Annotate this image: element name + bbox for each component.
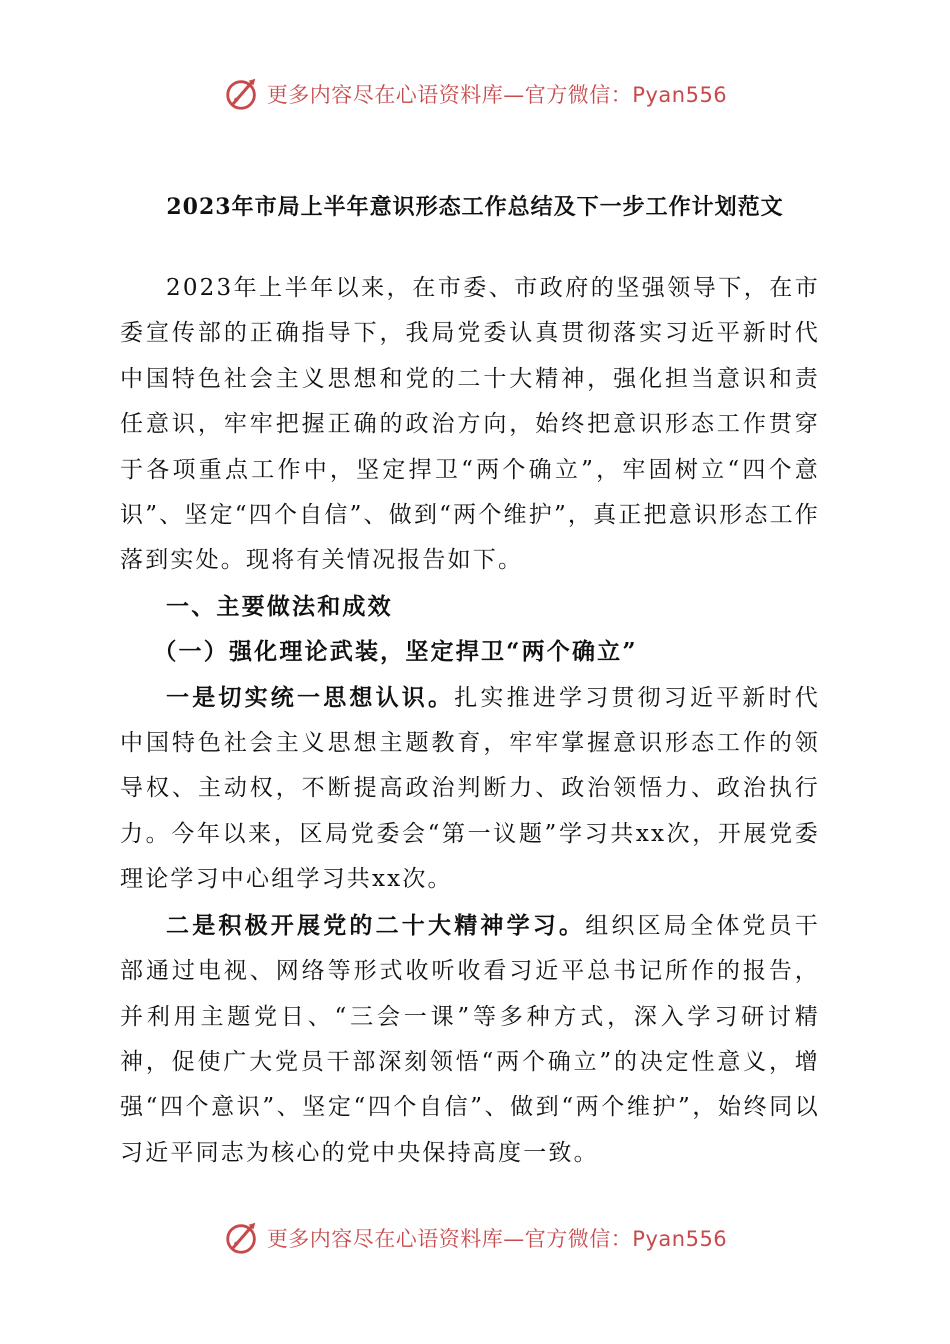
document-title: 2023年市局上半年意识形态工作总结及下一步工作计划范文 [166,194,784,220]
point-paragraph-2 [120,903,820,1176]
point-paragraph-1 [120,675,820,903]
intro-paragraph: 2023年上半年以来，在市委、市政府的坚强领导下，在市委宣传部的正确指导下，我局党委认真贯彻落实习近平新时代中国特色社会主义思想和党的二十大精神，强化担当意识和责任意识，牢牢把握正确的政治方向，始终把意识形态工作贯穿于各项重点工作中，坚定捍卫“两个确立”，牢固树立“四个意识”、坚定“四个自信”、做到“两个维护”，真正把意识形态工作落到实处。现将有关情况报告如下。 [120,275,820,574]
point-lead-1: 一是切实统一思想认识。 [166,683,455,711]
point-lead-2: 二是积极开展党的二十大精神学习。 [166,911,586,939]
document-body [120,266,820,1176]
watermark-header [0,74,950,114]
watermark-text: 更多内容尽在心语资料库—官方微信：Pyan556 [266,83,728,107]
watermark-footer [0,1218,950,1258]
pen-seal-icon [223,75,261,113]
point-body-2: 组织区局全体党员干部通过电视、网络等形式收听收看习近平总书记所作的报告，并利用主题党日、“三会一课”等多种方式，深入学习研讨精神，促使广大党员干部深刻领悟“两个确立”的决定性意义，增强“四个意识”、坚定“四个自信”、做到“两个维护”，始终同以习近平同志为核心的党中央保持高度一致。 [120,912,820,1166]
point-body-1: 扎实推进学习贯彻习近平新时代中国特色社会主义思想主题教育，牢牢掌握意识形态工作的领导权、主动权，不断提高政治判断力、政治领悟力、政治执行力。今年以来，区局党委会“第一议题”学习共xx次，开展党委理论学习中心组学习共xx次。 [120,684,820,893]
section-heading-1: 一、主要做法和成效 [166,592,393,620]
watermark-text: 更多内容尽在心语资料库—官方微信：Pyan556 [266,1227,728,1251]
subsection-heading-1: （一）强化理论武装，坚定捍卫“两个确立” [153,638,638,666]
pen-seal-icon [223,1219,261,1257]
